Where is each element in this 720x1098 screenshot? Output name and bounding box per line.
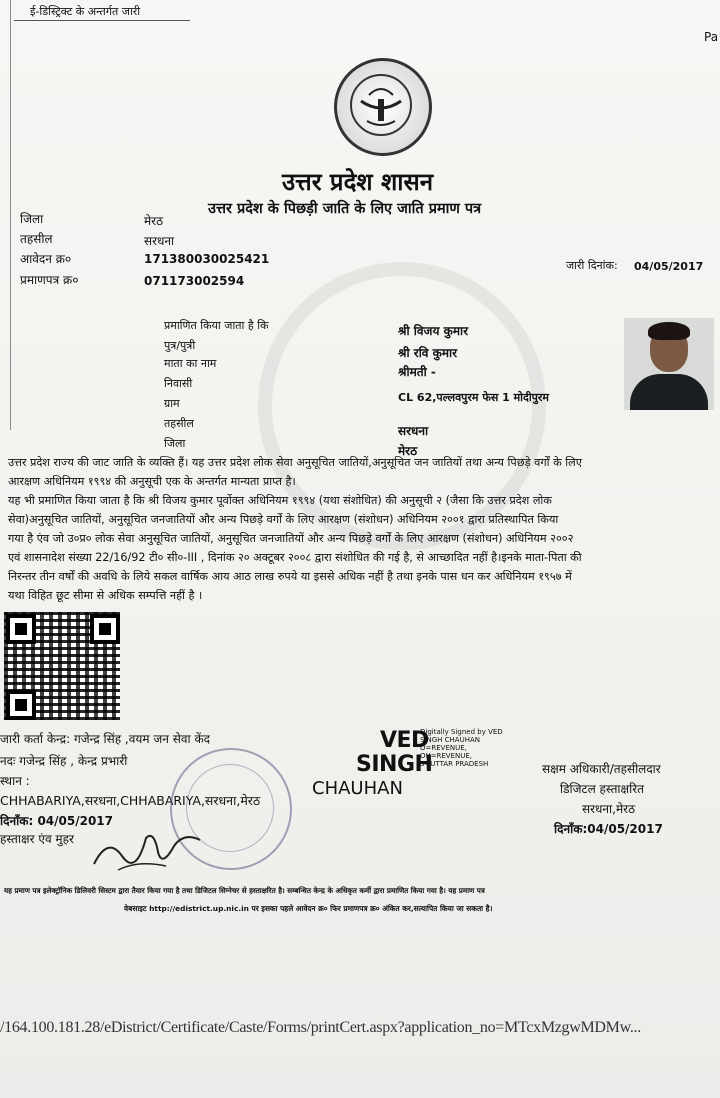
tehsil-label: तहसील [20, 232, 53, 246]
issuer-place-value: CHHABARIYA,सरधना,CHHABARIYA,सरधना,मेरठ [0, 793, 261, 808]
person-tehsil-value: सरधना [398, 424, 429, 438]
applicant-name: श्री विजय कुमार [398, 324, 469, 338]
body-line-6: एवं शासनादेश संख्या 22/16/92 टी० सी०-III , दिनांक २० अक्टूबर २००८ द्वारा संशोधित की गई है, से आच्छादित नहीं है।इनके माता-पिता की [8, 551, 582, 564]
page-corner-text: Pa [704, 30, 719, 44]
district-value: मेरठ [144, 214, 164, 228]
mother-label: माता का नाम [164, 357, 217, 370]
left-border [10, 0, 11, 430]
issuer-operator-line: नदः गजेन्द्र सिंह , केन्द्र प्रभारी [0, 754, 128, 768]
applicant-photo [624, 318, 714, 410]
header-divider [14, 20, 190, 21]
footer-line-1: यह प्रमाण पत्र इलेक्ट्रॉनिक डिलिवरी सिस्टम द्वारा तैयार किया गया है तथा डिजिटल सिग्नेचर से हस्ताक्षरित है। सम्बन्धित केन्द्र के अधिकृत कर्मी द्वारा प्रमाणित किया गया है। यह प्रमाण पत्र [4, 886, 485, 895]
authority-place: सरधना,मेरठ [582, 802, 636, 816]
authority-date: दिनाँक:04/05/2017 [554, 822, 663, 836]
certificate-subtitle: उत्तर प्रदेश के पिछड़ी जाति के लिए जाति प्रमाण पत्र [208, 200, 482, 217]
person-district-value: मेरठ [398, 444, 418, 458]
issue-date-label: जारी दिनांक: [566, 259, 618, 272]
digital-signer-name-part3: CHAUHAN [312, 778, 403, 799]
body-line-5: गया है एंव जो उ०प्र० लोक सेवा अनुसूचित जातियों, अनुसूचित जनजातियों और अन्य पिछड़े वर्गों के लिए आरक्षण (संशोधन) अधिनियम २००२ [8, 532, 574, 545]
print-url: /164.100.181.28/eDistrict/Certificate/Caste/Forms/printCert.aspx?application_no=MTcxMzgwMDMw... [0, 1019, 641, 1036]
qr-finder-bottom-left [6, 690, 36, 720]
issuer-place-label: स्थान : [0, 774, 30, 788]
verification-qr-code [4, 612, 120, 720]
issuer-date: दिनाँक: 04/05/2017 [0, 814, 114, 828]
application-no-label: आवेदन क्र० [20, 252, 72, 266]
application-no-value: 171380030025421 [144, 252, 270, 266]
issue-date-value: 04/05/2017 [634, 260, 704, 273]
digital-signer-name-part1: VED [380, 728, 429, 753]
certificate-no-value: 071173002594 [144, 274, 245, 288]
signature-detail-line: O=REVENUE, [420, 744, 467, 752]
certificate-title: उत्तर प्रदेश शासन [282, 167, 434, 196]
photo-shirt [630, 374, 708, 410]
body-line-7: निरन्तर तीन वर्षों की अवधि के लिये सकल वार्षिक आय आठ लाख रुपये या इससे अधिक नहीं है तथा इनके पास धन कर अधिनियम १९५७ में [8, 570, 572, 583]
signature-detail-line: S=UTTAR PRADESH [420, 760, 489, 768]
body-line-8: यथा विहित छूट सीमा से अधिक सम्पत्ति नहीं है । [8, 589, 203, 602]
up-government-emblem [334, 58, 432, 156]
body-line-4: सेवा)अनुसूचित जातियों, अनुसूचित जनजातियों और अन्य पिछड़े वर्गों के लिए आरक्षण (संशोधन) अधिनियम २००१ द्वारा प्रतिस्थापित किया [8, 513, 559, 526]
signature-detail-line: SINGH CHAUHAN [420, 736, 481, 744]
handwritten-signature [88, 816, 208, 876]
issuer-center-line: जारी कर्ता केन्द्र: गजेन्द्र सिंह ,वयम जन सेवा केंद [0, 732, 211, 746]
mother-name: श्रीमती - [398, 365, 436, 379]
person-tehsil-label: तहसील [164, 417, 194, 430]
body-line-3: यह भी प्रमाणित किया जाता है कि श्री विजय कुमार पूर्वोक्त अधिनियम १९९४ (यथा संशोधित) की अनुसूची २ (जैसा कि उत्तर प्रदेश लोक [8, 494, 552, 507]
resident-label: निवासी [164, 377, 193, 390]
body-line-1: उत्तर प्रदेश राज्य की जाट जाति के व्यक्ति हैं। यह उत्तर प्रदेश लोक सेवा अनुसूचित जातियों,अनुसूचित जन जातियों तथा अन्य पिछड़े वर्गों के लिए [8, 456, 582, 469]
tehsil-value: सरधना [144, 234, 175, 248]
authority-title: सक्षम अधिकारी/तहसीलदार [542, 762, 661, 776]
district-label: जिला [20, 212, 44, 226]
issuer-sign-label: हस्ताक्षर एंव मुहर [0, 832, 74, 846]
digital-signature-details [420, 728, 503, 768]
qr-finder-top-right [90, 614, 120, 644]
digital-signer-name-part2: SINGH [356, 752, 433, 777]
footer-line-2: वेबसाइट http://edistrict.up.nic.in पर इसका पहले आवेदन क्र० फिर प्रमाणपत्र क्र० अंकित कर,सत्यापित किया जा सकता है। [124, 904, 493, 913]
photo-hair [648, 322, 690, 340]
signature-detail-line: OU=REVENUE, [420, 752, 473, 760]
authority-digitally-signed: डिजिटल हस्ताक्षरित [560, 782, 644, 796]
signature-detail-line: Digitally Signed by VED [420, 728, 503, 736]
son-of-label: पुत्र/पुत्री [164, 339, 196, 352]
father-name: श्री रवि कुमार [398, 346, 458, 360]
issued-under-edistrict: ई-डिस्ट्रिक्ट के अन्तर्गत जारी [30, 5, 141, 18]
certify-label: प्रमाणित किया जाता है कि [164, 319, 269, 332]
person-district-label: जिला [164, 437, 186, 450]
village-value: CL 62,पल्लवपुरम फेस 1 मोदीपुरम [398, 391, 550, 404]
body-line-2: आरक्षण अधिनियम १९९४ की अनुसूची एक के अन्तर्गत मान्यता प्राप्त है। [8, 475, 296, 488]
village-label: ग्राम [164, 397, 180, 410]
certificate-no-label: प्रमाणपत्र क्र० [20, 273, 79, 287]
qr-finder-top-left [6, 614, 36, 644]
